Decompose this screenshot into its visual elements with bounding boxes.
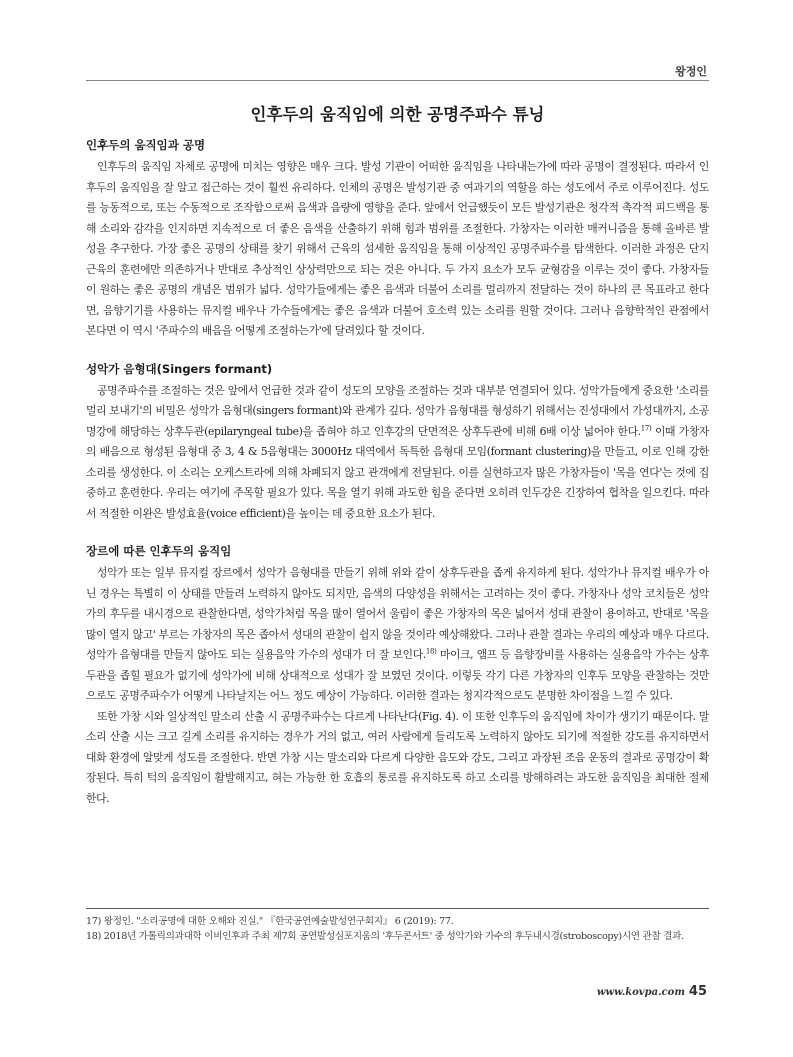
footnotes bbox=[86, 914, 709, 944]
website-link[interactable]: www.kovpa.com bbox=[596, 987, 685, 998]
paragraph-text: 이때 가창자의 배음으로 형성된 음형대 중 3, 4 & 5음형대는 3000Hz 대역에서 독특한 음형대 모임(formant clustering)을 만들고, 이로 인해 강한 소리를 생성한다. 이 소리는 오케스트라에 의해 차폐되지 않고 관객에게 전달된다. 이를 실현하고자 많은 가창자들이 '목을 연다'는 것에 집중하고 훈련한다. 우리는 여기에 주목할 필요가 있다. 목을 열기 위해 과도한 힘을 준다면 오히려 인두강은 긴장하여 협착을 일으킨다. 따라서 적절한 이완은 발성효율(voice efficient)을 높이는 데 중요한 요소가 된다. bbox=[86, 424, 709, 520]
running-head-author: 왕정인 bbox=[675, 65, 707, 78]
footnote-17: 17) 왕정인. "소리공명에 대한 오해와 진실." 『한국공연예술발성연구회지』 6 (2019): 77. bbox=[86, 916, 454, 927]
paragraph-text: 공명주파수를 조절하는 것은 앞에서 언급한 것과 같이 성도의 모양을 조절하는 것과 대부분 연결되어 있다. 성악가들에게 중요한 '소리를 멀리 보내기'의 비밀은 성악가 음형대(singers formant)와 관계가 깊다. 성악가 음형대를 형성하기 위해서는 진성대에서 가성대까지, 소공명강에 해당하는 상후두관(epilaryngeal tube)을 좁혀야 하고 인후강의 단면적은 상후두관에 비해 6배 이상 넓어야 한다. bbox=[86, 383, 709, 438]
page-number: 45 bbox=[688, 984, 707, 999]
paragraph-text: 마이크, 앰프 등 음향장비를 사용하는 실용음악 가수는 상후두관을 좁힐 필요가 없기에 성악가에 비해 상대적으로 성대가 잘 보였던 것이다. 이렇듯 각기 다른 가창자의 인후두 모양을 관찰하는 것만으로도 공명주파수가 어떻게 나타날지는 어느 정도 예상이 가능하다. 이러한 결과는 청지각적으로도 분명한 차이점을 느낄 수 있다. bbox=[86, 648, 710, 702]
paragraph: 인후두의 움직임 자체로 공명에 미치는 영향은 매우 크다. 발성 기관이 어떠한 움직임을 나타내는가에 따라 공명이 결정된다. 따라서 인후두의 움직임을 잘 알고 접근하는 것이 훨씬 유리하다. 인체의 공명은 발성기관 중 여과기의 역할을 하는 성도에서 주로 이루어진다. 성도를 능동적으로, 또는 수동적으로 조작함으로써 음색과 음량에 영향을 준다. 앞에서 언급했듯이 모든 발성기관은 청각적 촉각적 피드백을 통해 소리와 감각을 인지하면 지속적으로 더 좋은 음색을 산출하기 위해 힘과 범위를 조절한다. 가창자는 이러한 매커니즘을 통해 올바른 발성을 추구한다. 가장 좋은 공명의 상태를 찾기 위해서 근육의 섬세한 움직임을 통해 이상적인 공명주파수를 탐색한다. 이러한 과정은 단지 근육의 훈련에만 의존하거나 반대로 추상적인 상상력만으로 되는 것은 아니다. 두 가지 요소가 모두 균형감을 이루는 것이 좋다. 가창자들이 원하는 좋은 공명의 개념은 범위가 넓다. 성악가들에게는 좋은 음색과 더불어 소리를 멀리까지 전달하는 것이 하나의 큰 목표라고 한다면, 음향기기를 사용하는 뮤지컬 배우나 가수들에게는 좋은 음색과 더불어 호소력 있는 소리를 원할 것이다. 그러나 음향학적인 관점에서 본다면 이 역시 '주파수의 배음을 어떻게 조절하는가'에 달려있다 할 것이다. bbox=[86, 160, 709, 337]
section-heading: 인후두의 움직임과 공명 bbox=[86, 138, 206, 152]
footnote-18: 18) 2018년 가톨릭의과대학 이비인후과 주최 제7회 공연발성심포지움의 '후두콘서트' 중 성악가와 가수의 후두내시경(stroboscopy)시연 관찰 결과. bbox=[86, 931, 684, 942]
section-genre-larynx-movement bbox=[86, 542, 709, 809]
footnote-ref-18: 18) bbox=[425, 647, 437, 656]
footnote-rule bbox=[86, 908, 709, 909]
section-singers-formant bbox=[86, 360, 709, 525]
header-rule bbox=[86, 80, 709, 81]
footnote-ref-17: 17) bbox=[640, 423, 652, 432]
page-footer bbox=[597, 980, 707, 999]
paragraph: 또한 가창 시와 일상적인 말소리 산출 시 공명주파수는 다르게 나타난다(Fig. 4). 이 또한 인후두의 움직임에 차이가 생기기 때문이다. 말소리 산출 시는 크고 길게 소리를 유지하는 경우가 거의 없고, 여러 사람에게 들리도록 노력하지 않아도 되기에 적절한 강도를 유지하면서 대화 환경에 알맞게 성도를 조절한다. 반면 가창 시는 말소리와 다르게 다양한 음도와 강도, 그리고 과장된 조음 운동의 결과로 공명강이 확장된다. 특히 턱의 움직임이 활발해지고, 혀는 가능한 한 호흡의 통로를 유지하도록 하고 소리를 방해하려는 과도한 움직임을 최대한 절제한다. bbox=[86, 709, 709, 805]
paragraph-text: 성악가 또는 일부 뮤지컬 장르에서 성악가 음형대를 만들기 위해 위와 같이 상후두관을 좁게 유지하게 된다. 성악가나 뮤지컬 배우가 아닌 경우는 특별히 이 상태를 만들려 노력하지 않아도 되지만, 음색의 다양성을 위해서는 고려하는 것이 좋다. 가창자나 성악 코치들은 성악가의 후두를 내시경으로 관찰한다면, 성악가처럼 목을 많이 열어서 울림이 좋은 가창자의 목은 넓어서 성대 관찰이 용이하고, 반대로 '목을 많이 열지 않고' 부르는 가창자의 목은 좁아서 성대의 관찰이 쉽지 않을 것이라 예상해왔다. 그러나 관찰 결과는 우리의 예상과 매우 다르다. 성악가 음형대를 만들지 않아도 되는 실용음악 가수의 성대가 더 잘 보인다. bbox=[86, 566, 709, 661]
section-heading: 장르에 따른 인후두의 움직임 bbox=[86, 544, 232, 558]
section-larynx-movement-and-resonance bbox=[86, 136, 709, 342]
article-title: 인후두의 움직임에 의한 공명주파수 튜닝 bbox=[250, 105, 545, 124]
section-heading: 성악가 음형대(Singers formant) bbox=[86, 361, 273, 376]
paragraph bbox=[86, 381, 709, 525]
paragraph bbox=[86, 563, 709, 707]
article-body bbox=[86, 136, 709, 809]
